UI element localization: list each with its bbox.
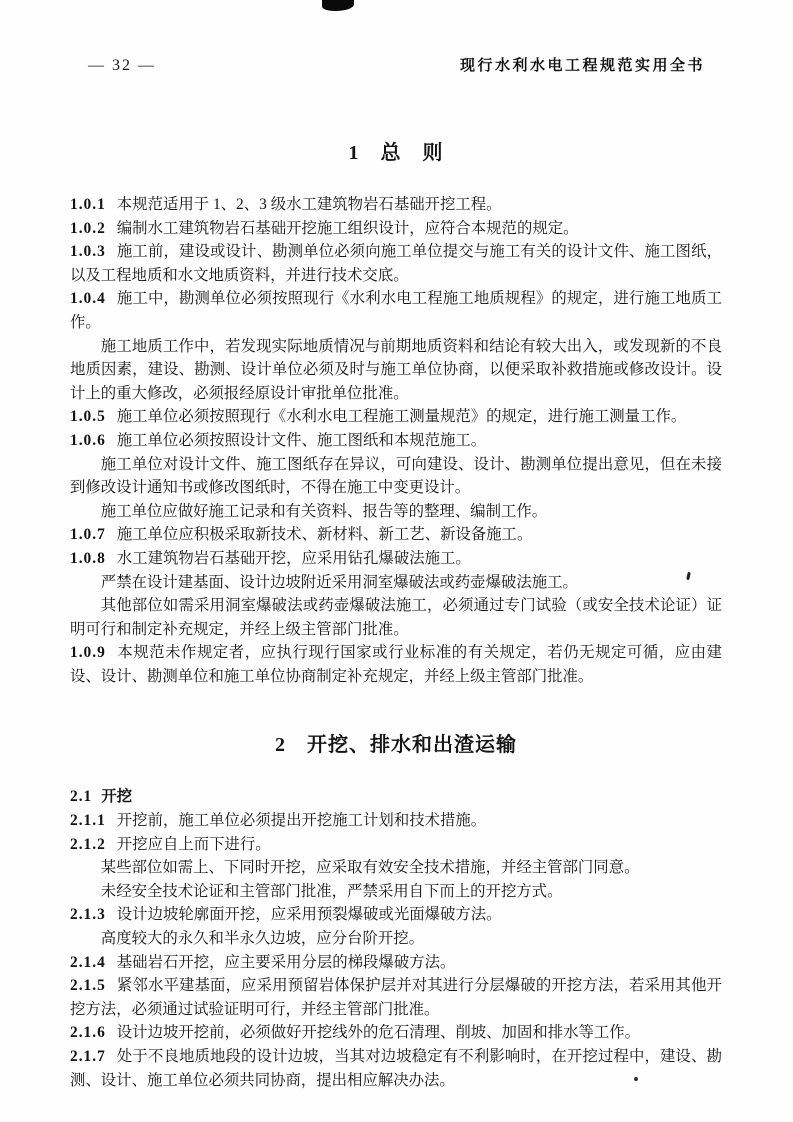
clause-paragraph: 1.0.9 本规范未作规定者，应执行现行国家或行业标准的有关规定，若仍无规定可循，应由建设、设计、勘测单位和施工单位协商制定补充规定，并经上级主管部门批准。 [70,644,722,685]
clause-paragraph: 1.0.5 施工单位必须按照现行《水利水电工程施工测量规范》的规定，进行施工测量工作。 [70,408,687,426]
clause-paragraph: 2.1.6 设计边坡开挖前，必须做好开挖线外的危石清理、削坡、加固和排水等工作。 [70,1024,641,1042]
clause-number: 1.0.6 [70,431,106,449]
clause-number: 2.1 [70,788,93,806]
clause-number: 1.0.7 [70,526,106,544]
clause-number: 1.0.9 [70,644,106,662]
body-paragraph: 严禁在设计建基面、设计边坡附近采用洞室爆破法或药壶爆破法施工。 [100,573,578,591]
clause-number: 2.1.1 [70,812,106,830]
clause-number: 1.0.2 [70,219,106,237]
clause-number: 1.0.3 [70,243,106,261]
clause-number: 1.0.5 [70,408,106,426]
book-title: 现行水利水电工程规范实用全书 [459,58,705,74]
clause-paragraph: 1.0.4 施工中，勘测单位必须按照现行《水利水电工程施工地质规程》的规定，进行施工地质工作。 [70,290,722,331]
clause-paragraph: 1.0.1 本规范适用于 1、2、3 级水工建筑物岩石基础开挖工程。 [70,196,502,213]
clause-paragraph: 1.0.2 编制水工建筑物岩石基础开挖施工组织设计，应符合本规范的规定。 [70,219,579,237]
clause-paragraph: 2.1.1 开挖前，施工单位必须提出开挖施工计划和技术措施。 [70,812,487,830]
scan-artifact-top [322,0,354,11]
clause-paragraph: 1.0.6 施工单位必须按照设计文件、施工图纸和本规范施工。 [70,431,487,449]
clause-number: 1.0.4 [70,290,106,308]
body-paragraph: 高度较大的永久和半永久边坡，应分台阶开挖。 [100,930,425,948]
clause-paragraph: 2.1.7 处于不良地质地段的设计边坡，当其对边坡稳定有不利影响时，在开挖过程中，建设、勘测、设计、施工单位必须共同协商，提出相应解决办法。 [70,1048,722,1089]
clause-number: 1.0.1 [70,196,106,213]
clause-number: 1.0.8 [70,549,106,567]
clause-number: 2.1.3 [70,906,106,924]
page-header [88,54,705,75]
body-paragraph: 某些部位如需上、下同时开挖，应采取有效安全技术措施，并经主管部门同意。 [100,859,640,877]
page-number: — 32 — [88,57,156,74]
clause-paragraph: 2.1.4 基础岩石开挖，应主要采用分层的梯段爆破方法。 [70,953,456,971]
clause-number: 2.1.2 [70,835,106,853]
body-paragraph: 施工单位对设计文件、施工图纸存在异议，可向建设、设计、勘测单位提出意见，但在未接到修改设计通知书或修改图纸时，不得在施工中变更设计。 [70,455,722,497]
clause-paragraph: 2.1.2 开挖应自上而下进行。 [70,835,271,853]
body-paragraph: 施工单位应做好施工记录和有关资料、报告等的整理、编制工作。 [100,502,548,520]
section-subheading: 2.1 开挖 [70,788,133,806]
clause-number: 2.1.5 [70,977,106,995]
chapter-title: 1 总 则 [348,142,444,164]
clause-number: 2.1.4 [70,953,106,971]
chapter-title: 2 开挖、排水和出渣运输 [275,734,517,757]
clause-number: 2.1.7 [70,1048,106,1065]
body-paragraph: 未经安全技术论证和主管部门批准，严禁采用自下而上的开挖方式。 [100,882,563,900]
clause-paragraph: 2.1.5 紧邻水平建基面，应采用预留岩体保护层并对其进行分层爆破的开挖方法，若采用其他开挖方法，必须通过试验证明可行，并经主管部门批准。 [70,977,722,1018]
clause-paragraph: 1.0.8 水工建筑物岩石基础开挖，应采用钻孔爆破法施工。 [70,549,471,567]
body-paragraph: 其他部位如需采用洞室爆破法或药壶爆破法施工，必须通过专门试验（或安全技术论证）证明可行和制定补充规定，并经上级主管部门批准。 [70,597,722,638]
clause-paragraph: 2.1.3 设计边坡轮廓面开挖，应采用预裂爆破或光面爆破方法。 [70,906,502,924]
clause-paragraph: 1.0.3 施工前，建设或设计、勘测单位必须向施工单位提交与施工有关的设计文件、施工图纸，以及工程地质和水文地质资料，并进行技术交底。 [70,243,722,284]
clause-number: 2.1.6 [70,1024,106,1042]
body-paragraph: 施工地质工作中，若发现实际地质情况与前期地质资料和结论有较大出入，或发现新的不良地质因素，建设、勘测、设计单位必须及时与施工单位协商，以便采取补救措施或修改设计。设计上的重大修改，必须报经原设计审批单位批准。 [70,337,722,402]
document-body [70,96,722,1092]
clause-paragraph: 1.0.7 施工单位应积极采取新技术、新材料、新工艺、新设备施工。 [70,526,533,544]
